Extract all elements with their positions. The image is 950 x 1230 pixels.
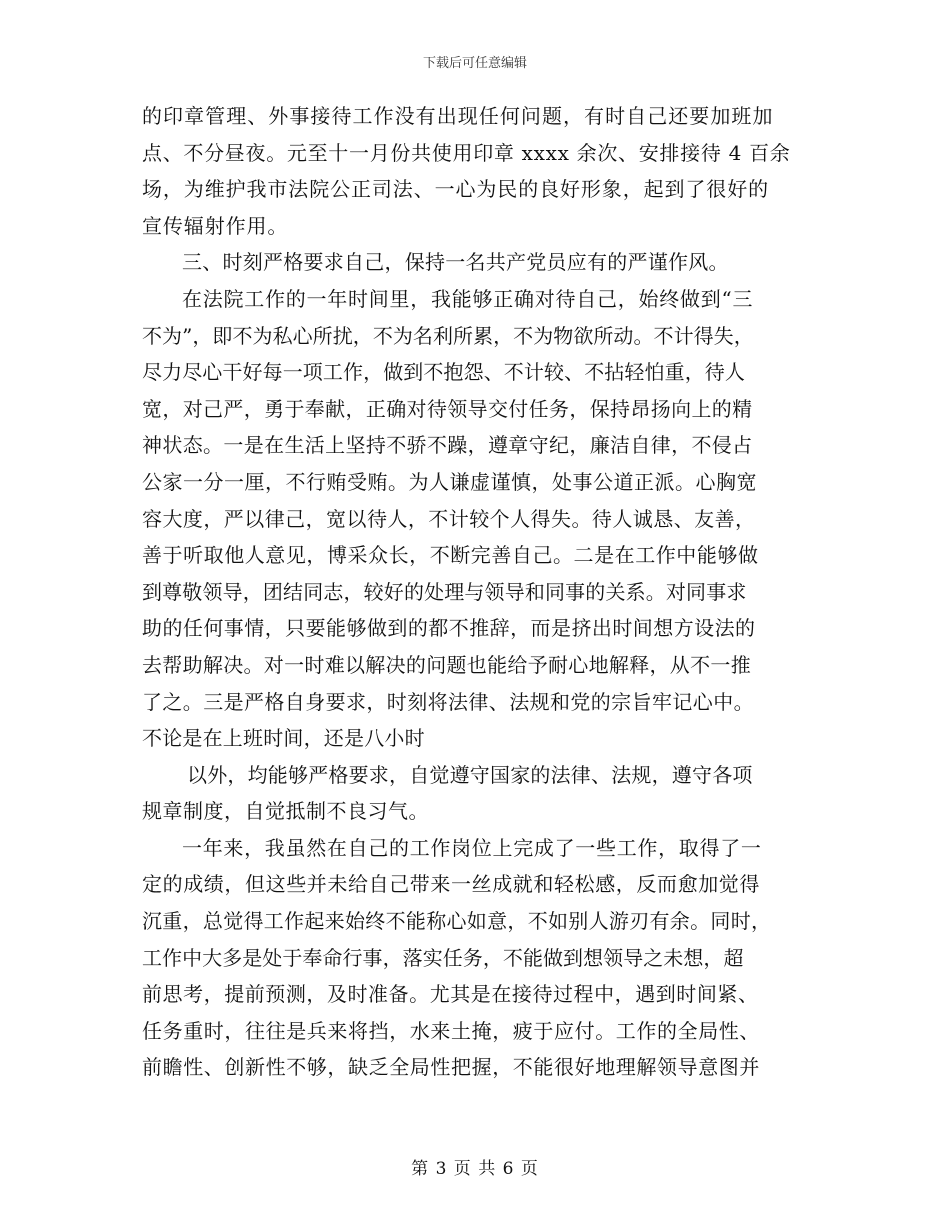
body-line: 了之。三是严格自身要求，时刻将法律、法规和党的宗旨牢记心中。 — [142, 689, 754, 714]
body-line: 容大度，严以律己，宽以待人，不计较个人得失。待人诚恳、友善， — [142, 506, 756, 531]
body-line: 宽，对己严，勇于奉献，正确对待领导交付任务，保持昂扬向上的精 — [142, 396, 753, 421]
body-line: 任务重时，往往是兵来将挡，水来土掩，疲于应付。工作的全局性、 — [142, 1018, 760, 1043]
body-line: 的印章管理、外事接待工作没有出现任何问题，有时自己还要加班加 — [142, 104, 774, 128]
body-line: 去帮助解决。对一时难以解决的问题也能给予耐心地解释，从不一推 — [142, 652, 751, 677]
body-line: 规章制度，自觉抵制不良习气。 — [142, 799, 429, 824]
body-line: 场，为维护我市法院公正司法、一心为民的良好形象，起到了很好的 — [142, 177, 769, 202]
body-line: 工作中大多是处于奉命行事，落实任务，不能做到想领导之未想，超 — [142, 945, 744, 970]
body-line: 尽力尽心干好每一项工作，做到不抱怨、不计较、不拈轻怕重，待人 — [142, 360, 745, 385]
body-line: 助的任何事情，只要能够做到的都不推辞，而是挤出时间想方设法的 — [142, 616, 756, 641]
body-line: 不为”，即不为私心所扰，不为名利所累，不为物欲所动。不计得失， — [142, 323, 754, 348]
body-line: 神状态。一是在生活上坚持不骄不躁，遵章守纪，廉洁自律，不侵占 — [142, 433, 753, 458]
body-line: 公家一分一厘，不行贿受贿。为人谦虚谨慎，处事公道正派。心胸宽 — [142, 469, 757, 494]
body-line: 在法院工作的一年时间里，我能够正确对待自己，始终做到“三 — [182, 286, 754, 311]
body-line: 沉重，总觉得工作起来始终不能称心如意，不如别人游刃有余。同时， — [142, 909, 772, 934]
body-line: 前思考，提前预测，及时准备。尤其是在接待过程中，遇到时间紧、 — [142, 982, 759, 1007]
body-line: 善于听取他人意见，博采众长，不断完善自己。二是在工作中能够做 — [142, 543, 759, 568]
section-heading: 三、时刻严格要求自己，保持一名共产党员应有的严谨作风。 — [182, 250, 729, 275]
page-header-note: 下载后可任意编辑 — [422, 56, 527, 71]
body-line: 一年来，我虽然在自己的工作岗位上完成了一些工作，取得了一 — [182, 835, 762, 860]
body-line: 定的成绩，但这些并未给自己带来一丝成就和轻松感，反而愈加觉得 — [142, 872, 760, 897]
page-number-footer: 第 3 页 共 6 页 — [411, 1159, 539, 1179]
body-line: 不论是在上班时间，还是八小时 — [142, 726, 425, 751]
body-line: 以外，均能够严格要求，自觉遵守国家的法律、法规，遵守各项 — [187, 762, 753, 787]
body-line: 到尊敬领导，团结同志，较好的处理与领导和同事的关系。对同事求 — [142, 579, 747, 604]
document-body — [142, 98, 812, 1086]
body-line: 前瞻性、创新性不够，缺乏全局性把握，不能很好地理解领导意图并 — [142, 1055, 760, 1080]
body-line: 宣传辐射作用。 — [142, 213, 289, 238]
body-line: 点、不分昼夜。元至十一月份共使用印章 xxxx 余次、安排接待 4 百余 — [142, 140, 791, 165]
